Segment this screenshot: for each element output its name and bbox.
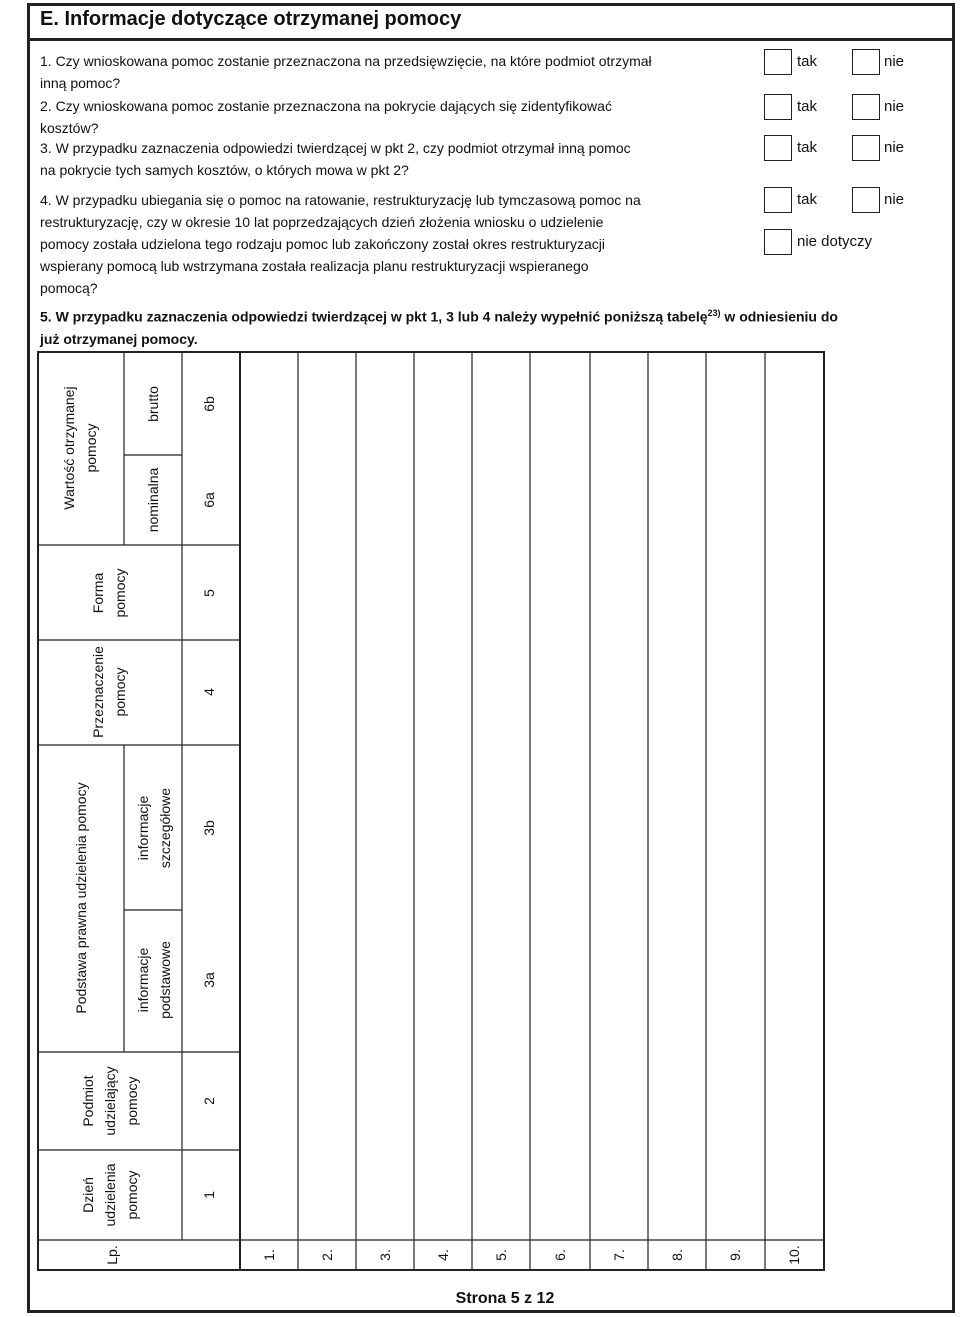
header-num-4: 4 <box>201 688 217 696</box>
row-number-1: 1. <box>261 1249 277 1261</box>
footnote-ref: 23) <box>707 308 721 318</box>
section-title: E. Informacje dotyczące otrzymanej pomocy <box>40 8 462 30</box>
header-entity-3: pomocy <box>124 1076 140 1126</box>
header-num-3b: 3b <box>201 820 217 836</box>
header-purpose-1: Przeznaczenie <box>90 646 106 738</box>
question-5-text: 5. W przypadku zaznaczenia odpowiedzi twierdzącej w pkt 1, 3 lub 4 należy wypełnić poniższą tabelę <box>40 308 708 325</box>
header-form-2: pomocy <box>112 568 128 618</box>
header-detail-2: szczegółowe <box>157 787 173 869</box>
header-lp: Lp. <box>104 1245 120 1265</box>
row-number-5: 5. <box>493 1249 509 1261</box>
question-3-line-1: 3. W przypadku zaznaczenia odpowiedzi twierdzącej w pkt 2, czy podmiot otrzymał inną pomoc <box>40 140 631 156</box>
question-4-line-3: pomocy została udzielona tego rodzaju pomoc lub zakończony został okres restrukturyzacji <box>40 236 605 252</box>
row-number-2: 2. <box>319 1249 335 1261</box>
q4-yes-label: tak <box>797 191 818 208</box>
header-num-3a: 3a <box>201 972 217 988</box>
header-num-2: 2 <box>201 1097 217 1105</box>
question-2-line-1: 2. Czy wnioskowana pomoc zostanie przeznaczona na pokrycie dających się zidentyfikować <box>40 98 612 114</box>
question-4-line-4: wspierany pomocą lub wstrzymana została realizacja planu restrukturyzacji wspieranego <box>40 258 589 274</box>
header-day-3: pomocy <box>124 1170 140 1220</box>
header-value-1: Wartość otrzymanej <box>61 386 77 510</box>
row-number-3: 3. <box>377 1249 393 1261</box>
header-num-6b: 6b <box>201 396 217 412</box>
row-number-10: 10. <box>786 1245 802 1265</box>
header-basic-2: podstawowe <box>157 941 173 1019</box>
q3-no-label: nie <box>884 139 905 156</box>
header-nominal: nominalna <box>145 467 161 533</box>
row-number-7: 7. <box>611 1249 627 1261</box>
question-5-line-2: już otrzymanej pomocy. <box>40 330 198 347</box>
page-number: Strona 5 z 12 <box>455 1290 555 1307</box>
row-number-6: 6. <box>552 1249 568 1261</box>
header-detail-1: informacje <box>135 795 151 861</box>
page-footer <box>0 1290 960 1308</box>
question-3-line-2: na pokrycie tych samych kosztów, o których mowa w pkt 2? <box>40 162 409 178</box>
header-basic-1: informacje <box>135 947 151 1013</box>
row-number-8: 8. <box>669 1249 685 1261</box>
row-number-9: 9. <box>727 1249 743 1261</box>
header-num-1: 1 <box>201 1191 217 1199</box>
q2-yes-label: tak <box>797 98 818 115</box>
header-entity-2: udzielający <box>102 1066 118 1136</box>
header-num-5: 5 <box>201 589 217 597</box>
question-4-line-1: 4. W przypadku ubiegania się o pomoc na ratowanie, restrukturyzację lub tymczasową pomoc na <box>40 192 641 208</box>
header-num-6a: 6a <box>201 492 217 508</box>
header-day-2: udzielenia <box>102 1163 118 1227</box>
question-2-line-2: kosztów? <box>40 120 99 136</box>
question-4-line-2: restrukturyzację, czy w okresie 10 lat poprzedzających dzień złożenia wniosku o udzielenie <box>40 214 604 230</box>
header-gross: brutto <box>145 386 161 422</box>
header-entity-1: Podmiot <box>80 1075 96 1127</box>
q4-no-label: nie <box>884 191 905 208</box>
header-form-1: Forma <box>90 572 106 614</box>
question-1-line-1: 1. Czy wnioskowana pomoc zostanie przeznaczona na przedsięwzięcie, na które podmiot otrzymał <box>40 53 652 69</box>
q2-no-label: nie <box>884 98 905 115</box>
row-number-4: 4. <box>435 1249 451 1261</box>
header-day-1: Dzień <box>80 1177 96 1213</box>
question-1-line-2: inną pomoc? <box>40 75 121 91</box>
question-4-line-5: pomocą? <box>40 280 98 296</box>
header-value-2: pomocy <box>83 423 99 473</box>
q3-yes-label: tak <box>797 139 818 156</box>
q1-yes-label: tak <box>797 53 818 70</box>
header-legal-basis: Podstawa prawna udzielenia pomocy <box>73 782 89 1014</box>
q4-na-label: nie dotyczy <box>797 233 873 250</box>
question-5-text-end: w odniesieniu do <box>720 308 838 325</box>
header-purpose-2: pomocy <box>112 667 128 717</box>
q1-no-label: nie <box>884 53 905 70</box>
